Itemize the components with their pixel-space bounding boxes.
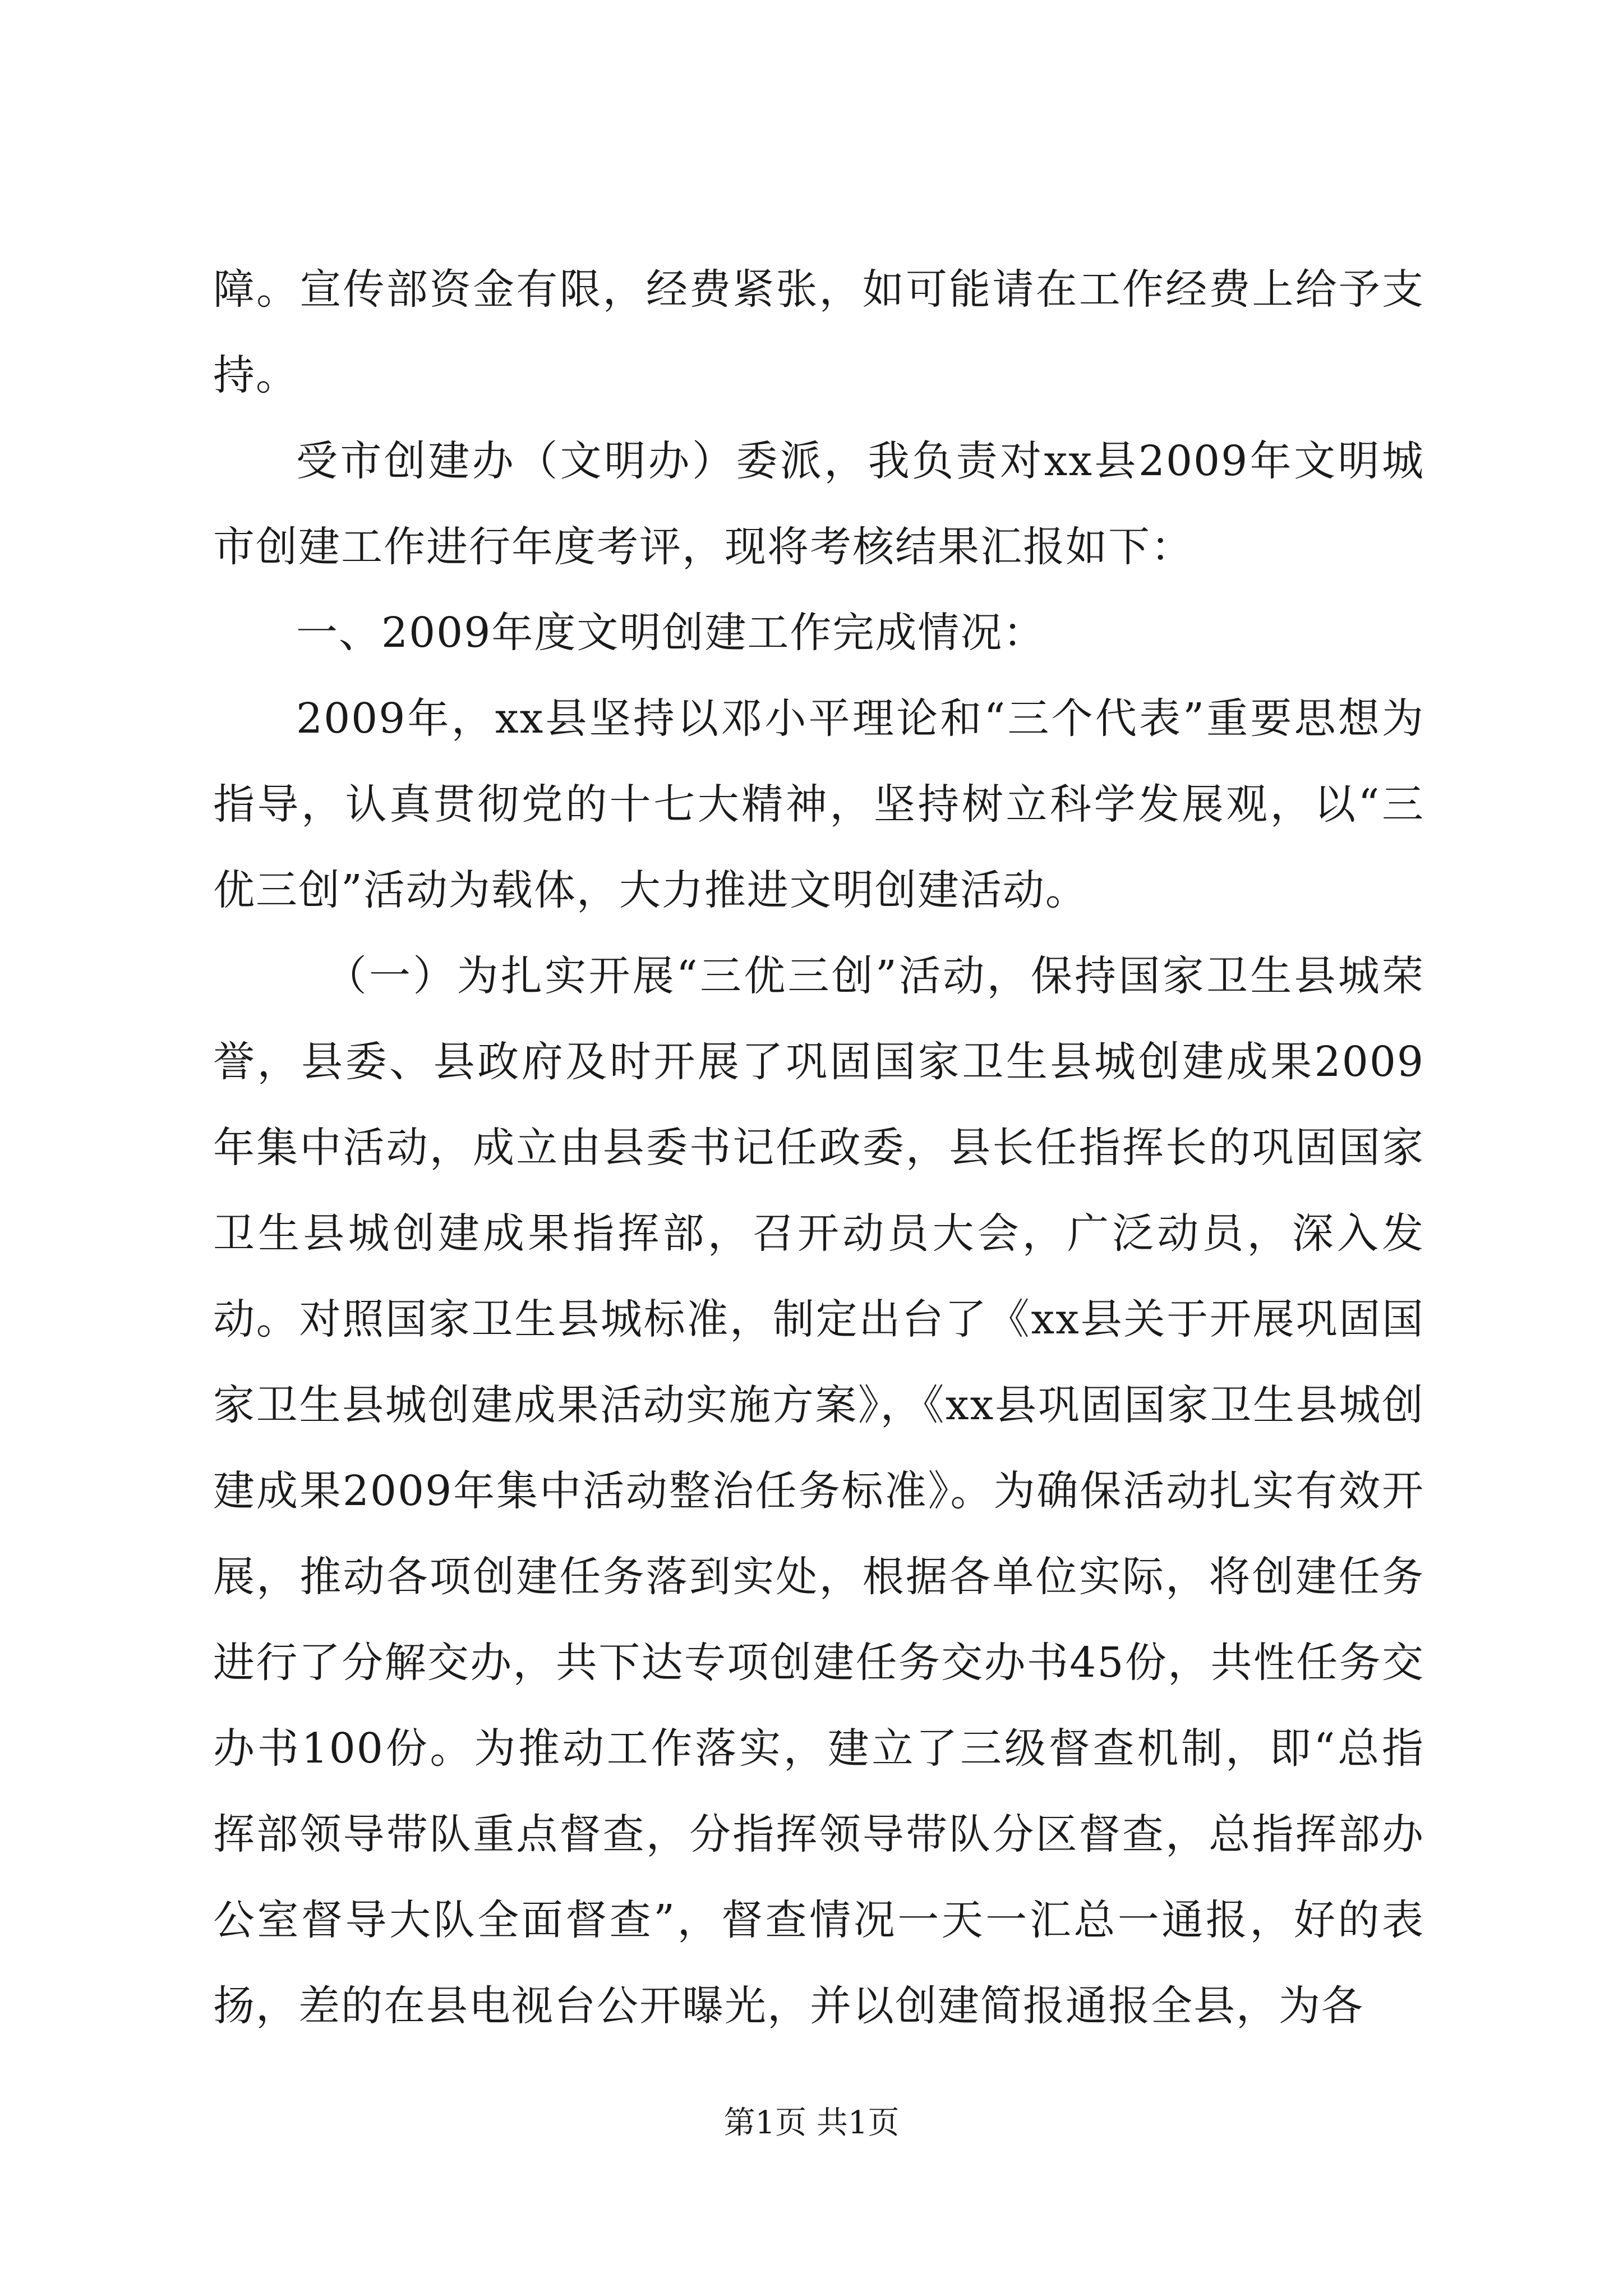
page-footer: 第1页 共1页 [723, 2105, 900, 2141]
paragraph-overview: 2009年，xx县坚持以邓小平理论和“三个代表”重要思想为指导，认真贯彻党的十七大精神，坚持树立科学发展观，以“三优三创”活动为载体，大力推进文明创建活动。 [213, 694, 1424, 914]
section-heading: 一、2009年度文明创建工作完成情况： [296, 609, 1046, 657]
paragraph-item-one: （一）为扎实开展“三优三创”活动，保持国家卫生县城荣誉，县委、县政府及时开展了巩固国家卫生县城创建成果2009年集中活动，成立由县委书记任政委，县长任指挥长的巩固国家卫生县城创建成果指挥部，召开动员大会，广泛动员，深入发动。对照国家卫生县城标准，制定出台了《xx县关于开展巩固国家卫生县城创建成果活动实施方案》，《xx县巩固国家卫生县城创建成果2009年集中活动整治任务标准》。为确保活动扎实有效开展，推动各项创建任务落到实处，根据各单位实际，将创建任务进行了分解交办，共下达专项创建任务交办书45份，共性任务交办书100份。为推动工作落实，建立了三级督查机制，即“总指挥部领导带队重点督查，分指挥领导带队分区督查，总指挥部办公室督导大队全面督查”，督查情况一天一汇总一通报，好的表扬，差的在县电视台公开曝光，并以创建简报通报全县，为各 [213, 952, 1424, 2030]
paragraph-continuation: 障。宣传部资金有限，经费紧张，如可能请在工作经费上给予支持。 [213, 265, 1424, 399]
paragraph-intro: 受市创建办（文明办）委派，我负责对xx县2009年文明城市创建工作进行年度考评，现将考核结果汇报如下： [213, 437, 1424, 571]
document-body [213, 247, 1424, 2049]
